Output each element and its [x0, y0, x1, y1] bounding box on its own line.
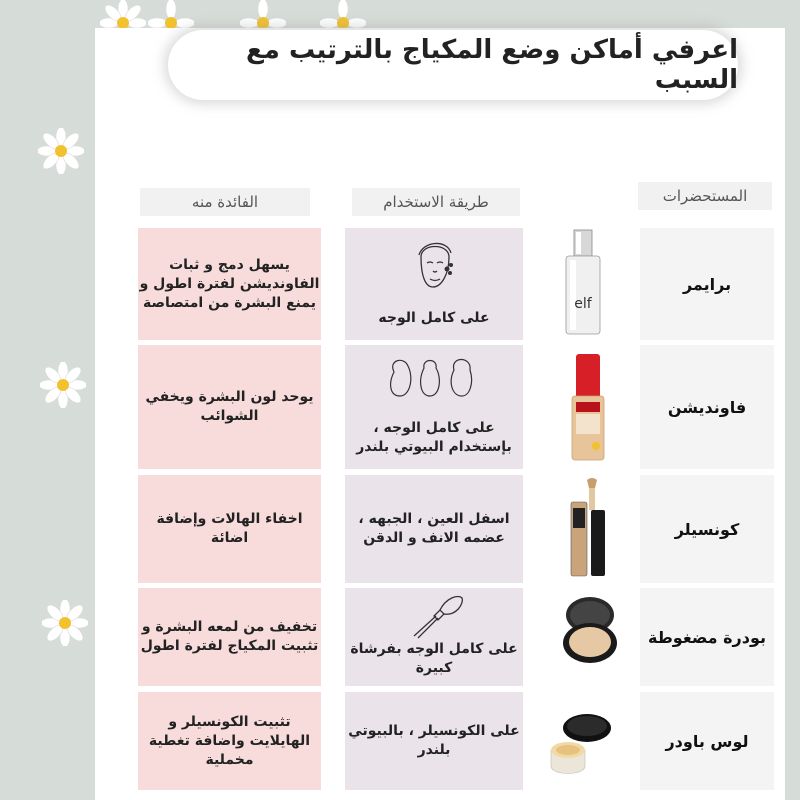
benefit-cell: تثبيت الكونسيلر و الهايلايت واضافة تغطية مخملية	[138, 692, 321, 790]
pressed-powder-compact-icon	[560, 595, 620, 665]
daisy-icon	[40, 362, 86, 408]
product-name: كونسيلر	[640, 475, 774, 583]
product-name: فاونديشن	[640, 345, 774, 469]
loose-powder-jar-icon	[545, 710, 615, 778]
product-name: لوس باودر	[640, 692, 774, 790]
product-name: برايمر	[640, 228, 774, 340]
header-benefit: الفائدة منه	[140, 188, 310, 216]
face-icon	[405, 235, 465, 295]
page-title: اعرفي أماكن وضع المكياج بالترتيب مع السبب	[168, 30, 738, 100]
beauty-blender-icon	[382, 352, 482, 402]
header-usage: طريقة الاستخدام	[352, 188, 520, 216]
makeup-brush-icon	[410, 592, 466, 640]
usage-cell	[345, 475, 523, 583]
usage-cell	[345, 692, 523, 790]
benefit-cell: يسهل دمج و ثبات الفاونديشن لفترة اطول و يمنع البشرة من امتصاصة	[138, 228, 321, 340]
foundation-bottle-icon	[570, 352, 606, 464]
daisy-icon	[42, 600, 88, 646]
usage-text: على كامل الوجه بفرشاة كبيرة	[350, 641, 518, 676]
usage-text: اسفل العين ، الجبهه ، عضمه الانف و الدقن	[358, 511, 510, 546]
benefit-cell: اخفاء الهالات وإضافة اضائة	[138, 475, 321, 583]
primer-bottle-icon	[562, 228, 604, 338]
usage-text: على كامل الوجه	[378, 310, 490, 326]
primer-brand-label: elf	[574, 296, 592, 312]
usage-text: على الكونسيلر ، بالبيوتي بلندر	[348, 723, 520, 758]
daisy-icon	[38, 128, 84, 174]
benefit-cell: تخفيف من لمعه البشرة و تثبيت المكياج لفترة اطول	[138, 588, 321, 686]
usage-text: على كامل الوجه ، بإستخدام البيوتي بلندر	[356, 420, 512, 455]
concealer-tube-icon	[565, 478, 609, 578]
header-products: المستحضرات	[638, 182, 772, 210]
product-name: بودرة مضغوطة	[640, 588, 774, 686]
benefit-cell: يوحد لون البشرة ويخفي الشوائب	[138, 345, 321, 469]
